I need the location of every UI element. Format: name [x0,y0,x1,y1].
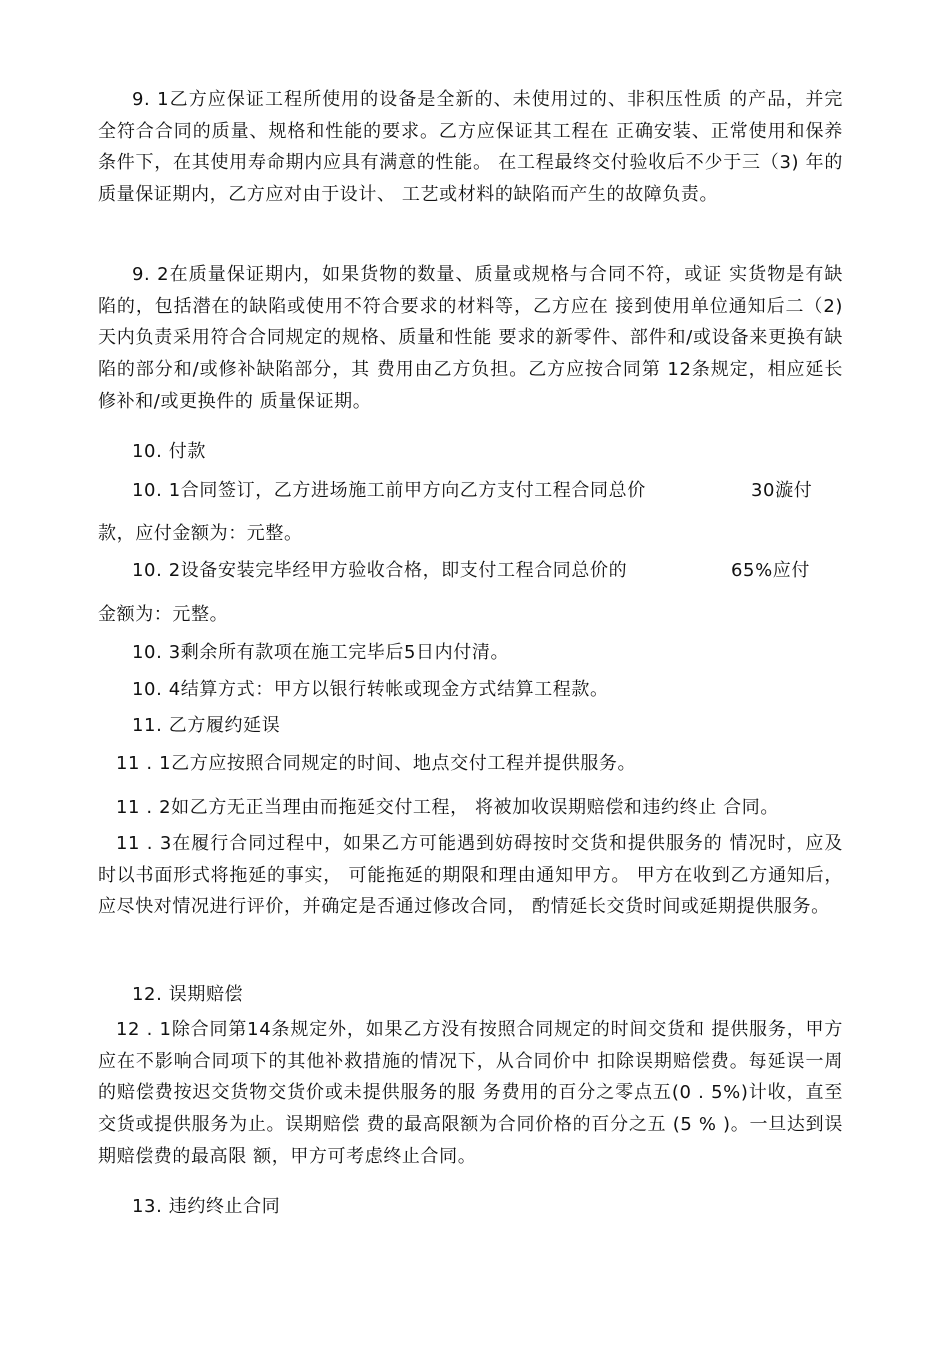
clause-9-2: 9. 2在质量保证期内，如果货物的数量、质量或规格与合同不符，或证 实货物是有缺陷的，包括潜在的缺陷或使用不符合要求的材料等，乙方应在 接到使用单位通知后二（2) 天内负责采用符合合同规定的规格、质量和性能 要求的新零件、部件和/或设备来更换有缺陷的部分和/或修补缺陷部分，其 费用由乙方负担。乙方应按合同第 12条规定，相应延长修补和/或更换件的 质量保证期。 [98,264,843,412]
clause-10-1-text: 10. 1合同签订，乙方进场施工前甲方向乙方支付工程合同总价 [132,480,646,501]
clause-10-1-amount: 款，应付金额为：元整。 [98,523,303,544]
clause-10-4: 10. 4结算方式：甲方以银行转帐或现金方式结算工程款。 [132,679,609,700]
clause-10-2-percent: 65%应付 [731,560,811,581]
heading-12-liquidated-damages: 12. 误期赔偿 [132,984,244,1005]
heading-11-delay: 11. 乙方履约延误 [132,715,281,736]
clause-10-3: 10. 3剩余所有款项在施工完毕后5日内付清。 [132,642,510,663]
heading-10-payment: 10. 付款 [132,441,206,462]
clause-10-2-amount: 金额为：元整。 [98,604,229,625]
clause-11-2: 11 . 2如乙方无正当理由而拖延交付工程， 将被加收误期赔偿和违约终止 合同。 [116,797,779,818]
clause-12-1: 12 . 1除合同第14条规定外，如果乙方没有按照合同规定的时间交货和 提供服务，甲方应在不影响合同项下的其他补救措施的情况下，从合同价中 扣除误期赔偿费。每延误一周的赔偿费按迟交货物交货价或未提供服务的服 务费用的百分之零点五(0 . 5%)计收，直至交货或提供服务为止。误期赔偿 费的最高限额为合同价格的百分之五 (5 % )。一旦达到误期赔偿费的最高限 额，甲方可考虑终止合同。 [98,1019,843,1167]
heading-13-termination: 13. 违约终止合同 [132,1196,281,1217]
clause-9-1: 9. 1乙方应保证工程所使用的设备是全新的、未使用过的、非积压性质 的产品，并完全符合合同的质量、规格和性能的要求。乙方应保证其工程在 正确安装、正常使用和保养条件下，在其使用寿命期内应具有满意的性能。 在工程最终交付验收后不少于三（3) 年的质量保证期内，乙方应对由于设计、 工艺或材料的缺陷而产生的故障负责。 [98,89,843,206]
clause-10-2-text: 10. 2设备安装完毕经甲方验收合格，即支付工程合同总价的 [132,560,628,581]
clause-10-1-percent: 30漩付 [751,480,813,501]
clause-11-3: 11 . 3在履行合同过程中，如果乙方可能遇到妨碍按时交货和提供服务的 情况时，应及时以书面形式将拖延的事实， 可能拖延的期限和理由通知甲方。 甲方在收到乙方通知后，应尽快对情况进行评价，并确定是否通过修改合同， 酌情延长交货时间或延期提供服务。 [98,833,843,918]
clause-11-1: 11 . 1乙方应按照合同规定的时间、地点交付工程并提供服务。 [116,753,637,774]
